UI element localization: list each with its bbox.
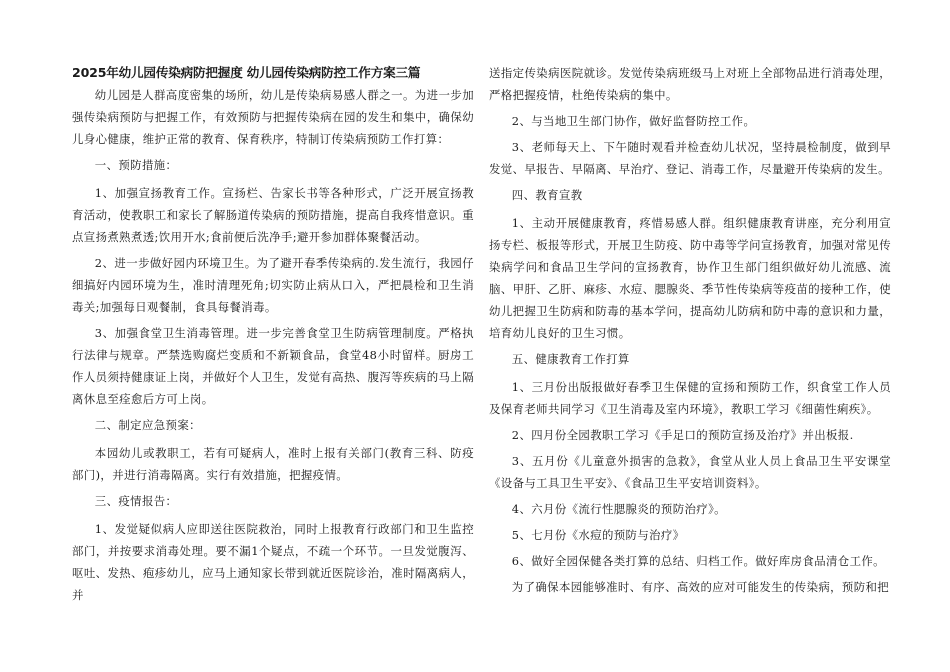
left-column-body: [72, 84, 474, 606]
paragraph: 6、做好全园保健各类打算的总结、归档工作。做好库房食品清仓工作。: [511, 554, 885, 568]
left-column: [72, 62, 474, 610]
section-heading: 二、制定应急预案：: [94, 418, 201, 432]
paragraph: 3、加强食堂卫生消毒管理。进一步完善食堂卫生防病管理制度。严格执行法律与规章。严禁选购腐烂变质和不新颖食品，食堂48小时留样。厨房工作人员须持健康证上岗，并做好个人卫生，发觉有高热、腹泻等疾病的马上隔离休息至痊愈后方可上岗。: [72, 326, 474, 406]
paragraph: 2、与当地卫生部门协作，做好监督防控工作。: [511, 114, 756, 128]
continued-paragraph: 送指定传染病医院就诊。发觉传染病班级马上对班上全部物品进行消毒处理，严格把握疫情，杜绝传染病的集中。: [489, 66, 891, 102]
paragraph: 本园幼儿或教职工，若有可疑病人，准时上报有关部门(教育三科、防疫部门)，并进行消毒隔离。实行有效措施，把握疫情。: [72, 446, 474, 482]
section-heading: 一、预防措施：: [94, 158, 178, 172]
right-column: [489, 62, 891, 602]
paragraph: 3、老师每天上、下午随时观看并检查幼儿状况，坚持晨检制度，做到早发觉、早报告、早隔离、早治疗、登记、消毒工作，尽量避开传染病的发生。: [489, 140, 891, 176]
intro-paragraph: 幼儿园是人群高度密集的场所，幼儿是传染病易感人群之一。为进一步加强传染病预防与把握工作，有效预防与把握传染病在园的发生和集中，确保幼儿身心健康，维护正常的教育、保育秩序，特制订传染病预防工作打算：: [72, 88, 474, 146]
document-title: 2025年幼儿园传染病防把握度 幼儿园传染病防控工作方案三篇: [72, 65, 421, 80]
paragraph: 为了确保本园能够准时、有序、高效的应对可能发生的传染病，预防和把: [511, 580, 890, 594]
section-heading: 五、健康教育工作打算: [511, 352, 630, 366]
paragraph: 1、三月份出版报做好春季卫生保健的宣扬和预防工作，织食堂工作人员及保育老师共同学习《卫生消毒及室内环境》，教职工学习《细菌性痢疾》。: [489, 380, 891, 416]
paragraph: 1、发觉疑似病人应即送往医院救治，同时上报教育行政部门和卫生监控部门，并按要求消毒处理。要不漏1个疑点，不疏一个环节。一旦发觉腹泻、呕吐、发热、疱疹幼儿，应马上通知家长带到就近医院诊治，准时隔离病人，并: [72, 522, 474, 602]
section-heading: 三、疫情报告：: [94, 494, 178, 508]
paragraph: 4、六月份《流行性腮腺炎的预防治疗》。: [511, 502, 726, 516]
paragraph: 3、五月份《儿童意外损害的急救》，食堂从业人员上食品卫生平安课堂《设备与工具卫生平安》、《食品卫生平安培训资料》。: [489, 454, 891, 490]
paragraph: 5、七月份《水痘的预防与治疗》: [511, 528, 685, 542]
paragraph: 1、加强宣扬教育工作。宣扬栏、告家长书等各种形式，广泛开展宣扬教育活动，使教职工和家长了解肠道传染病的预防措施，提高自我疼惜意识。重点宣扬煮熟煮透;饮用开水;食前便后洗净手;避开参加群体聚餐活动。: [72, 186, 474, 244]
paragraph: 2、进一步做好园内环境卫生。为了避开春季传染病的.发生流行，我园仔细搞好内园环境为生，准时清理死角;切实防止病从口入，严把晨检和卫生消毒关;加强每日观餐制，食具每餐消毒。: [72, 256, 474, 314]
section-heading: 四、教育宣教: [511, 188, 583, 202]
paragraph: 1、主动开展健康教育，疼惜易感人群。组织健康教育讲座，充分利用宣扬专栏、板报等形式，开展卫生防疫、防中毒等学问宣扬教育，加强对常见传染病学问和食品卫生学问的宣扬教育，协作卫生部门组织做好幼儿流感、流脑、甲肝、乙肝、麻疹、水痘、腮腺炎、季节性传染病等疫苗的接种工作，使幼儿把握卫生防病和防毒的基本学问，提高幼儿防病和防中毒的意识和力量，培育幼儿良好的卫生习惯。: [489, 216, 891, 340]
paragraph: 2、四月份全园教职工学习《手足口的预防宣扬及治疗》并出板报.: [511, 428, 854, 442]
